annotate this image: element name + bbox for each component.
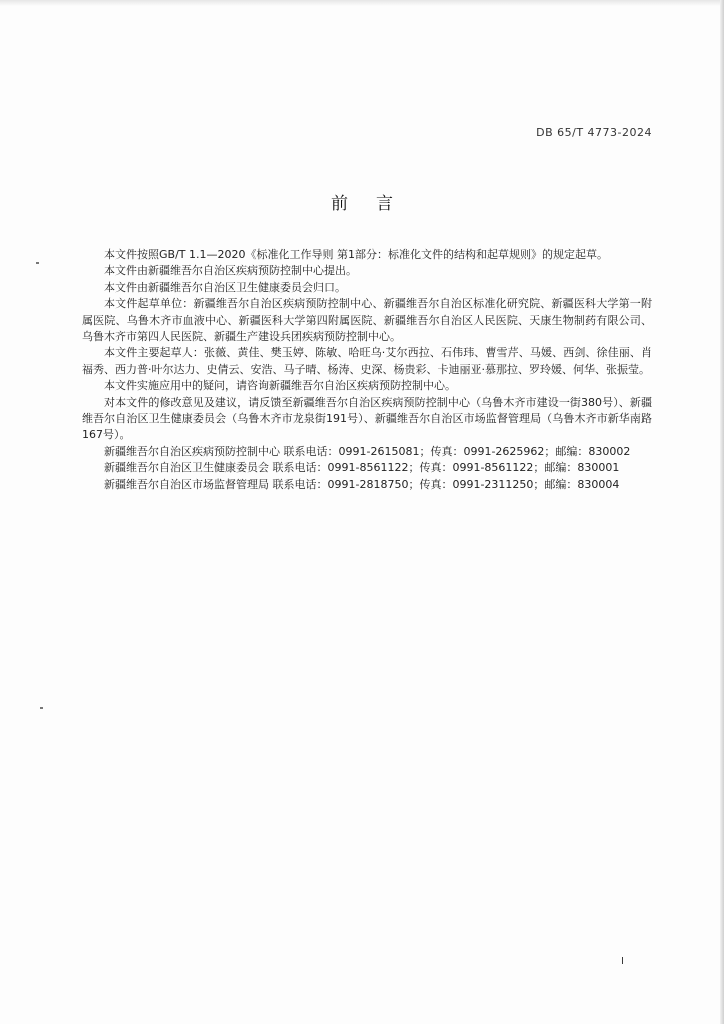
paragraph: 本文件由新疆维吾尔自治区卫生健康委员会归口。 [104,280,346,294]
paragraph: 本文件起草单位：新疆维吾尔自治区疾病预防控制中心、新疆维吾尔自治区标准化研究院、新疆医科大学第一附属医院、乌鲁木齐市血液中心、新疆医科大学第四附属医院、新疆维吾尔自治区人民医院、天康生物制药有限公司、乌鲁木齐市第四人民医院、新疆生产建设兵团疾病预防控制中心。 [82,297,652,344]
paragraph: 本文件实施应用中的疑问，请咨询新疆维吾尔自治区疾病预防控制中心。 [104,379,456,393]
page-title: 前言 [331,194,421,214]
paragraph: 对本文件的修改意见及建议，请反馈至新疆维吾尔自治区疾病预防控制中心（乌鲁木齐市建设一街380号）、新疆维吾尔自治区卫生健康委员会（乌鲁木齐市龙泉街191号）、新疆维吾尔自治区市场监督管理局（乌鲁木齐市新华南路167号）。 [82,395,652,442]
foreword-body [82,247,652,493]
contact-list [82,444,652,493]
scan-edge-top [0,0,724,6]
page-number: I [621,956,624,967]
document-code: DB 65/T 4773-2024 [536,126,652,139]
contact-line: 新疆维吾尔自治区疾病预防控制中心 联系电话：0991-2615081；传真：0991-2625962；邮编：830002 [104,444,631,458]
paragraph: 本文件由新疆维吾尔自治区疾病预防控制中心提出。 [104,264,357,278]
scan-edge-right [720,0,724,1024]
contact-line: 新疆维吾尔自治区卫生健康委员会 联系电话：0991-8561122；传真：0991-8561122；邮编：830001 [104,461,620,475]
contact-line: 新疆维吾尔自治区市场监督管理局 联系电话：0991-2818750；传真：0991-2311250；邮编：830004 [104,477,620,491]
scan-speck [36,262,39,264]
paragraph: 本文件主要起草人：张薇、黄佳、樊玉婷、陈敏、哈旺乌·艾尔西拉、石伟玮、曹雪芹、马媛、西剑、徐佳丽、肖福秀、西力普·叶尔达力、史倩云、安浩、马子晴、杨涛、史深、杨贵彩、卡迪丽亚·慕那拉、罗玲媛、何华、张振莹。 [82,346,652,376]
paragraph: 本文件按照GB/T 1.1—2020《标准化工作导则 第1部分：标准化文件的结构和起草规则》的规定起草。 [104,248,608,261]
scan-speck [40,707,43,709]
